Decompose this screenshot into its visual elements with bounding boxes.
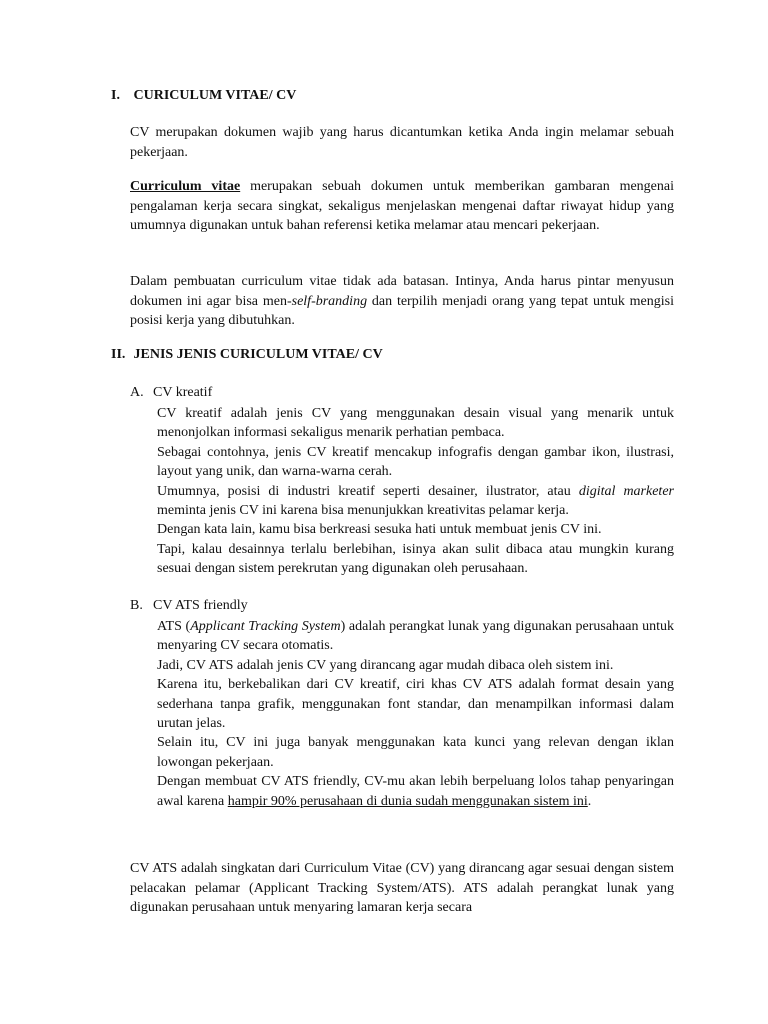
guidance-emphasis: self-branding [291,293,368,309]
subsection-title: CV ATS friendly [153,598,248,613]
list-item [157,617,674,656]
guidance-text-b: dan terpilih menjadi orang yang tepat untuk mengisi posisi kerja yang dibutuhkan. [130,293,674,328]
list-item [157,772,674,811]
section-title: CURICULUM VITAE/ CV [133,88,297,103]
list-item [157,482,674,521]
list-text: . [587,793,592,809]
list-item: Dengan kata lain, kamu bisa berkreasi sesuka hati untuk membuat jenis CV ini. [157,522,602,538]
subsection-letter: A. [130,385,144,400]
section-title: JENIS JENIS CURICULUM VITAE/ CV [133,347,383,362]
section-heading-1 [111,88,296,104]
paragraph-guidance [130,272,674,331]
section-number: II. [111,347,126,362]
definition-text: merupakan sebuah dokumen untuk memberikan gambaran mengenai pengalaman kerja secara singkat, sekaligus menjelaskan mengenai daftar riwayat hidup yang umumnya digunakan untuk bahan referensi ketika melamar atau mencari pekerjaan. [130,179,674,233]
list-item: Sebagai contohnya, jenis CV kreatif mencakup infografis dengan gambar ikon, ilustrasi, layout yang unik, dan warna-warna cerah. [157,444,674,480]
list-item: CV kreatif adalah jenis CV yang menggunakan desain visual yang menarik untuk menonjolkan informasi sekaligus menarik perhatian pembaca. [157,406,674,441]
section-number: I. [111,88,120,103]
list-emphasis: digital marketer [578,483,674,499]
section-heading-2 [111,347,383,363]
list-text: meminta jenis CV ini karena bisa menunjukkan kreativitas pelamar kerja. [157,503,569,519]
list-text: ATS ( [157,619,191,634]
subsection-heading-a [130,385,212,401]
list-emphasis: Applicant Tracking System [190,619,341,634]
list-text: Umumnya, posisi di industri kreatif seperti desainer, ilustrator, atau [157,483,579,499]
term-curriculum-vitae: Curriculum vitae [130,179,241,194]
subsection-letter: B. [130,598,143,613]
list-text: Dengan membuat CV ATS friendly, CV-mu akan lebih berpeluang lolos tahap penyaringan awal karena [157,774,674,809]
survey-link[interactable]: hampir 90% perusahaan di dunia sudah menggunakan sistem ini [227,793,588,809]
subsection-body-b [157,617,674,811]
list-item: Karena itu, berkebalikan dari CV kreatif, ciri khas CV ATS adalah format desain yang sederhana tanpa grafik, menggunakan font standar, dan menampilkan informasi dalam urutan jelas. [157,677,674,732]
paragraph-intro: CV merupakan dokumen wajib yang harus dicantumkan ketika Anda ingin melamar sebuah pekerjaan. [130,125,674,160]
subsection-title: CV kreatif [153,385,213,400]
list-item: Tapi, kalau desainnya terlalu berlebihan, isinya akan sulit dibaca atau mungkin kurang sesuai dengan sistem perekrutan yang digunakan oleh perusahaan. [157,541,674,577]
subsection-body-a [157,404,674,579]
subsection-heading-b [130,598,248,614]
list-item: Selain itu, CV ini juga banyak menggunakan kata kunci yang relevan dengan iklan lowongan pekerjaan. [157,735,674,770]
paragraph-closing: CV ATS adalah singkatan dari Curriculum Vitae (CV) yang dirancang agar sesuai dengan sistem pelacakan pelamar (Applicant Tracking System/ATS). ATS adalah perangkat lunak yang digunakan perusahaan untuk menyaring lamaran kerja secara [130,861,674,915]
list-item: Jadi, CV ATS adalah jenis CV yang dirancang agar mudah dibaca oleh sistem ini. [157,657,614,673]
list-text: ) adalah perangkat lunak yang digunakan perusahaan untuk menyaring CV secara otomatis. [157,619,675,654]
guidance-text-a: Dalam pembuatan curriculum vitae tidak ada batasan. Intinya, Anda harus pintar menyusun dokumen ini agar bisa men- [130,274,674,309]
paragraph-definition [130,177,674,236]
